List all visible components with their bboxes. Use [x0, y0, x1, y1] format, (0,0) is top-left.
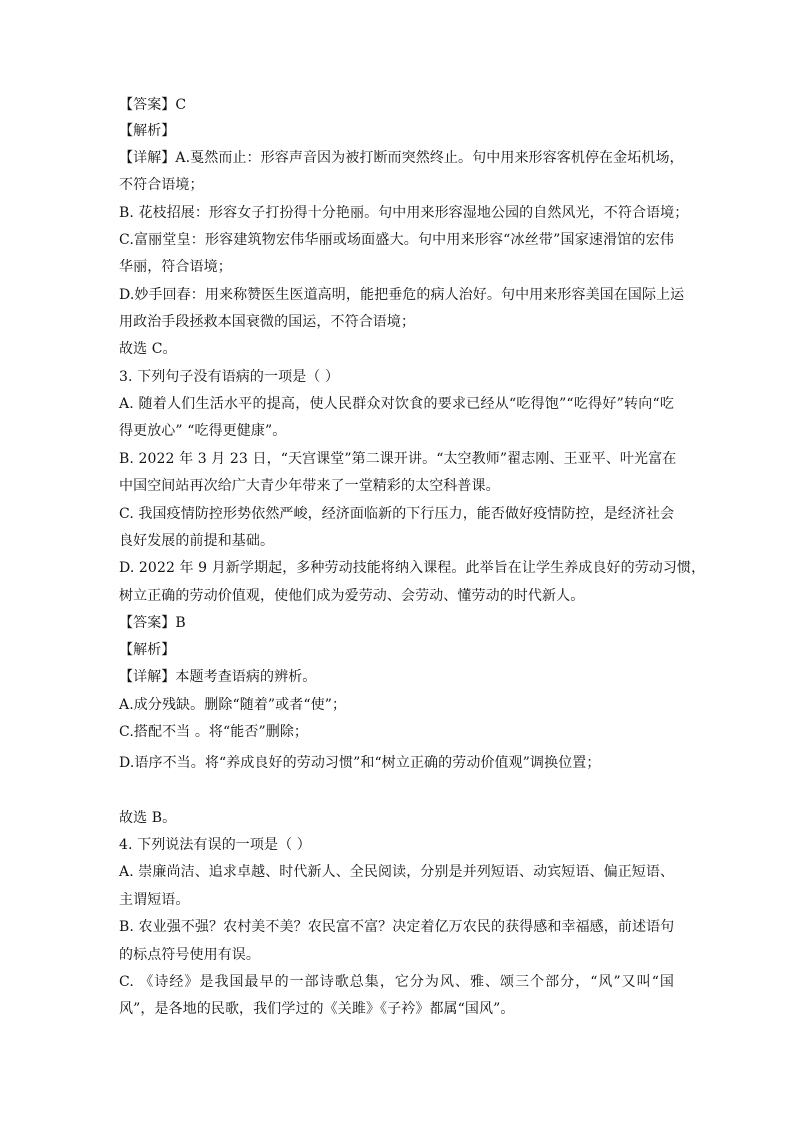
text-line: 【详解】A.戛然而止：形容声音因为被打断而突然终止。句中用来形容客机停在金坧机场， — [119, 150, 684, 166]
text-line: 故选 C。 — [119, 341, 177, 357]
text-line: 风”，是各地的民歌，我们学过的《关雎》《子衿》都属“国风”。 — [119, 1001, 515, 1017]
option-a: A. 随着人们生活水平的提高，使人民群众对饮食的要求已经从“吃得饱”“吃得好”转向“吃 — [119, 396, 674, 412]
text-line: 用政治手段拯救本国衰微的国运，不符合语境； — [119, 314, 416, 330]
text-line: 中国空间站再次给广大青少年带来了一堂精彩的太空科普课。 — [119, 478, 500, 494]
option-c: C. 我国疫情防控形势依然严峻，经济面临新的下行压力，能否做好疫情防控，是经济社会 — [119, 506, 675, 522]
text-line: 故选 B。 — [119, 810, 177, 826]
text-line: 的标点符号使用有误。 — [119, 947, 260, 963]
text-line: C.搭配不当 。将“能否”删除； — [119, 724, 309, 740]
text-line: 不符合语境； — [119, 177, 204, 193]
text-line: 良好发展的前提和基础。 — [119, 533, 275, 549]
text-line: 【详解】本题考查语病的辨析。 — [119, 669, 317, 685]
text-line: 树立正确的劳动价值观，使他们成为爱劳动、会劳动、懂劳动的时代新人。 — [119, 588, 585, 604]
text-line: D.语序不当。将“养成良好的劳动习惯”和“树立正确的劳动价值观”调换位置； — [119, 755, 601, 771]
option-c: C. 《诗经》是我国最早的一部诗歌总集，它分为风、雅、颂三个部分，“风”又叫“国 — [119, 974, 674, 990]
text-line: C.富丽堂皇：形容建筑物宏伟华丽或场面盛大。句中用来形容“冰丝带”国家速滑馆的宏伟 — [119, 232, 674, 248]
option-a: A. 崇廉尚洁、追求卓越、时代新人、全民阅读，分别是并列短语、动宾短语、偏正短语、 — [119, 864, 675, 880]
answer-label: 【答案】C — [119, 97, 187, 113]
text-line: 得更放心” “吃得更健康”。 — [119, 423, 287, 439]
analysis-label: 【解析】 — [119, 123, 176, 139]
option-b: B. 农业强不强？农村美不美？农民富不富？决定着亿万农民的获得感和幸福感，前述语句 — [119, 919, 675, 935]
text-line: 主谓短语。 — [119, 892, 190, 908]
text-line: A.成分残缺。删除“随着”或者“使”； — [119, 697, 347, 713]
text-line: 华丽，符合语境； — [119, 259, 232, 275]
option-b: B. 2022 年 3 月 23 日，“天宫课堂”第二课开讲。“太空教师”翟志刚、王亚平、叶光富在 — [119, 451, 677, 467]
answer-label: 【答案】B — [119, 615, 186, 631]
option-d: D. 2022 年 9 月新学期起，多种劳动技能将纳入课程。此举旨在让学生养成良好的劳动习惯， — [119, 560, 706, 576]
analysis-label: 【解析】 — [119, 642, 176, 658]
text-line: B. 花枝招展：形容女子打扮得十分艳丽。句中用来形容湿地公园的自然风光，不符合语境； — [119, 205, 689, 221]
question-4: 4. 下列说法有误的一项是（ ） — [119, 837, 311, 853]
text-line: D.妙手回春：用来称赞医生医道高明，能把垂危的病人治好。句中用来形容美国在国际上运 — [119, 287, 685, 303]
question-3: 3. 下列句子没有语病的一项是（ ） — [119, 369, 340, 385]
